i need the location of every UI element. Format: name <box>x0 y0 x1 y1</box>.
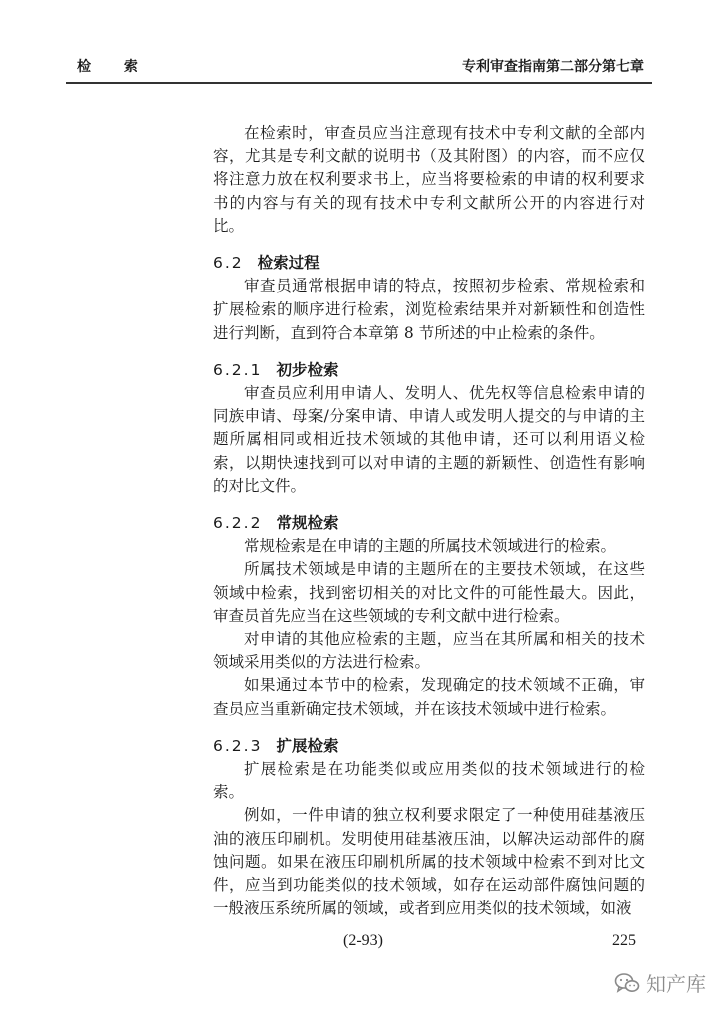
section-heading-6-2-3: 6.2.3 扩展检索 <box>213 736 339 755</box>
paragraph: 例如，一件申请的独立权利要求限定了一种使用硅基液压油的液压印刷机。发明使用硅基液压油，以解决运动部件的腐蚀问题。如果在液压印刷机所属的技术领域中检索不到对比文件，应当到功能类似的技术领域，如存在运动部件腐蚀问题的一般液压系统所属的领域，或者到应用类似的技术领域，如液 <box>213 806 645 918</box>
running-header-right: 专利审查指南第二部分第七章 <box>462 59 644 75</box>
wechat-icon <box>614 972 640 994</box>
paragraph: 审查员应利用申请人、发明人、优先权等信息检索申请的同族申请、母案/分案申请、申请人或发明人提交的与申请的主题所属相同或相近技术领域的其他申请，还可以利用语义检索，以期快速找到可以对申请的主题的新颖性、创造性有影响的对比文件。 <box>213 384 645 495</box>
paragraph: 对申请的其他应检索的主题，应当在其所属和相关的技术领域采用类似的方法进行检索。 <box>213 630 645 672</box>
section-heading-6-2-2: 6.2.2 常规检索 <box>213 514 339 533</box>
paragraph: 所属技术领域是申请的主题所在的主要技术领域，在这些领域中检索，找到密切相关的对比文件的可能性最大。因此，审查员首先应当在这些领域的专利文献中进行检索。 <box>213 560 645 625</box>
watermark <box>614 968 706 997</box>
paragraph: 审查员通常根据申请的特点，按照初步检索、常规检索和扩展检索的顺序进行检索，浏览检索结果并对新颖性和创造性进行判断，直到符合本章第 8 节所述的中止检索的条件。 <box>213 277 645 342</box>
page-number: 225 <box>612 932 636 949</box>
running-header-left: 检 索 <box>77 59 152 75</box>
page-code: (2-93) <box>343 932 383 949</box>
page-body <box>213 122 645 921</box>
header-divider <box>66 82 652 84</box>
paragraph: 如果通过本节中的检索，发现确定的技术领域不正确，审查员应当重新确定技术领域，并在该技术领域中进行检索。 <box>213 676 645 718</box>
watermark-text: 知产库 <box>646 972 706 996</box>
section-heading-6-2: 6.2 检索过程 <box>213 254 320 273</box>
paragraph: 在检索时，审查员应当注意现有技术中专利文献的全部内容，尤其是专利文献的说明书（及其附图）的内容，而不应仅将注意力放在权利要求书上，应当将要检索的申请的权利要求书的内容与有关的现有技术中专利文献所公开的内容进行对比。 <box>213 124 645 235</box>
paragraph: 扩展检索是在功能类似或应用类似的技术领域进行的检索。 <box>213 760 645 802</box>
section-heading-6-2-1: 6.2.1 初步检索 <box>213 360 339 379</box>
paragraph: 常规检索是在申请的主题的所属技术领域进行的检索。 <box>244 537 617 556</box>
